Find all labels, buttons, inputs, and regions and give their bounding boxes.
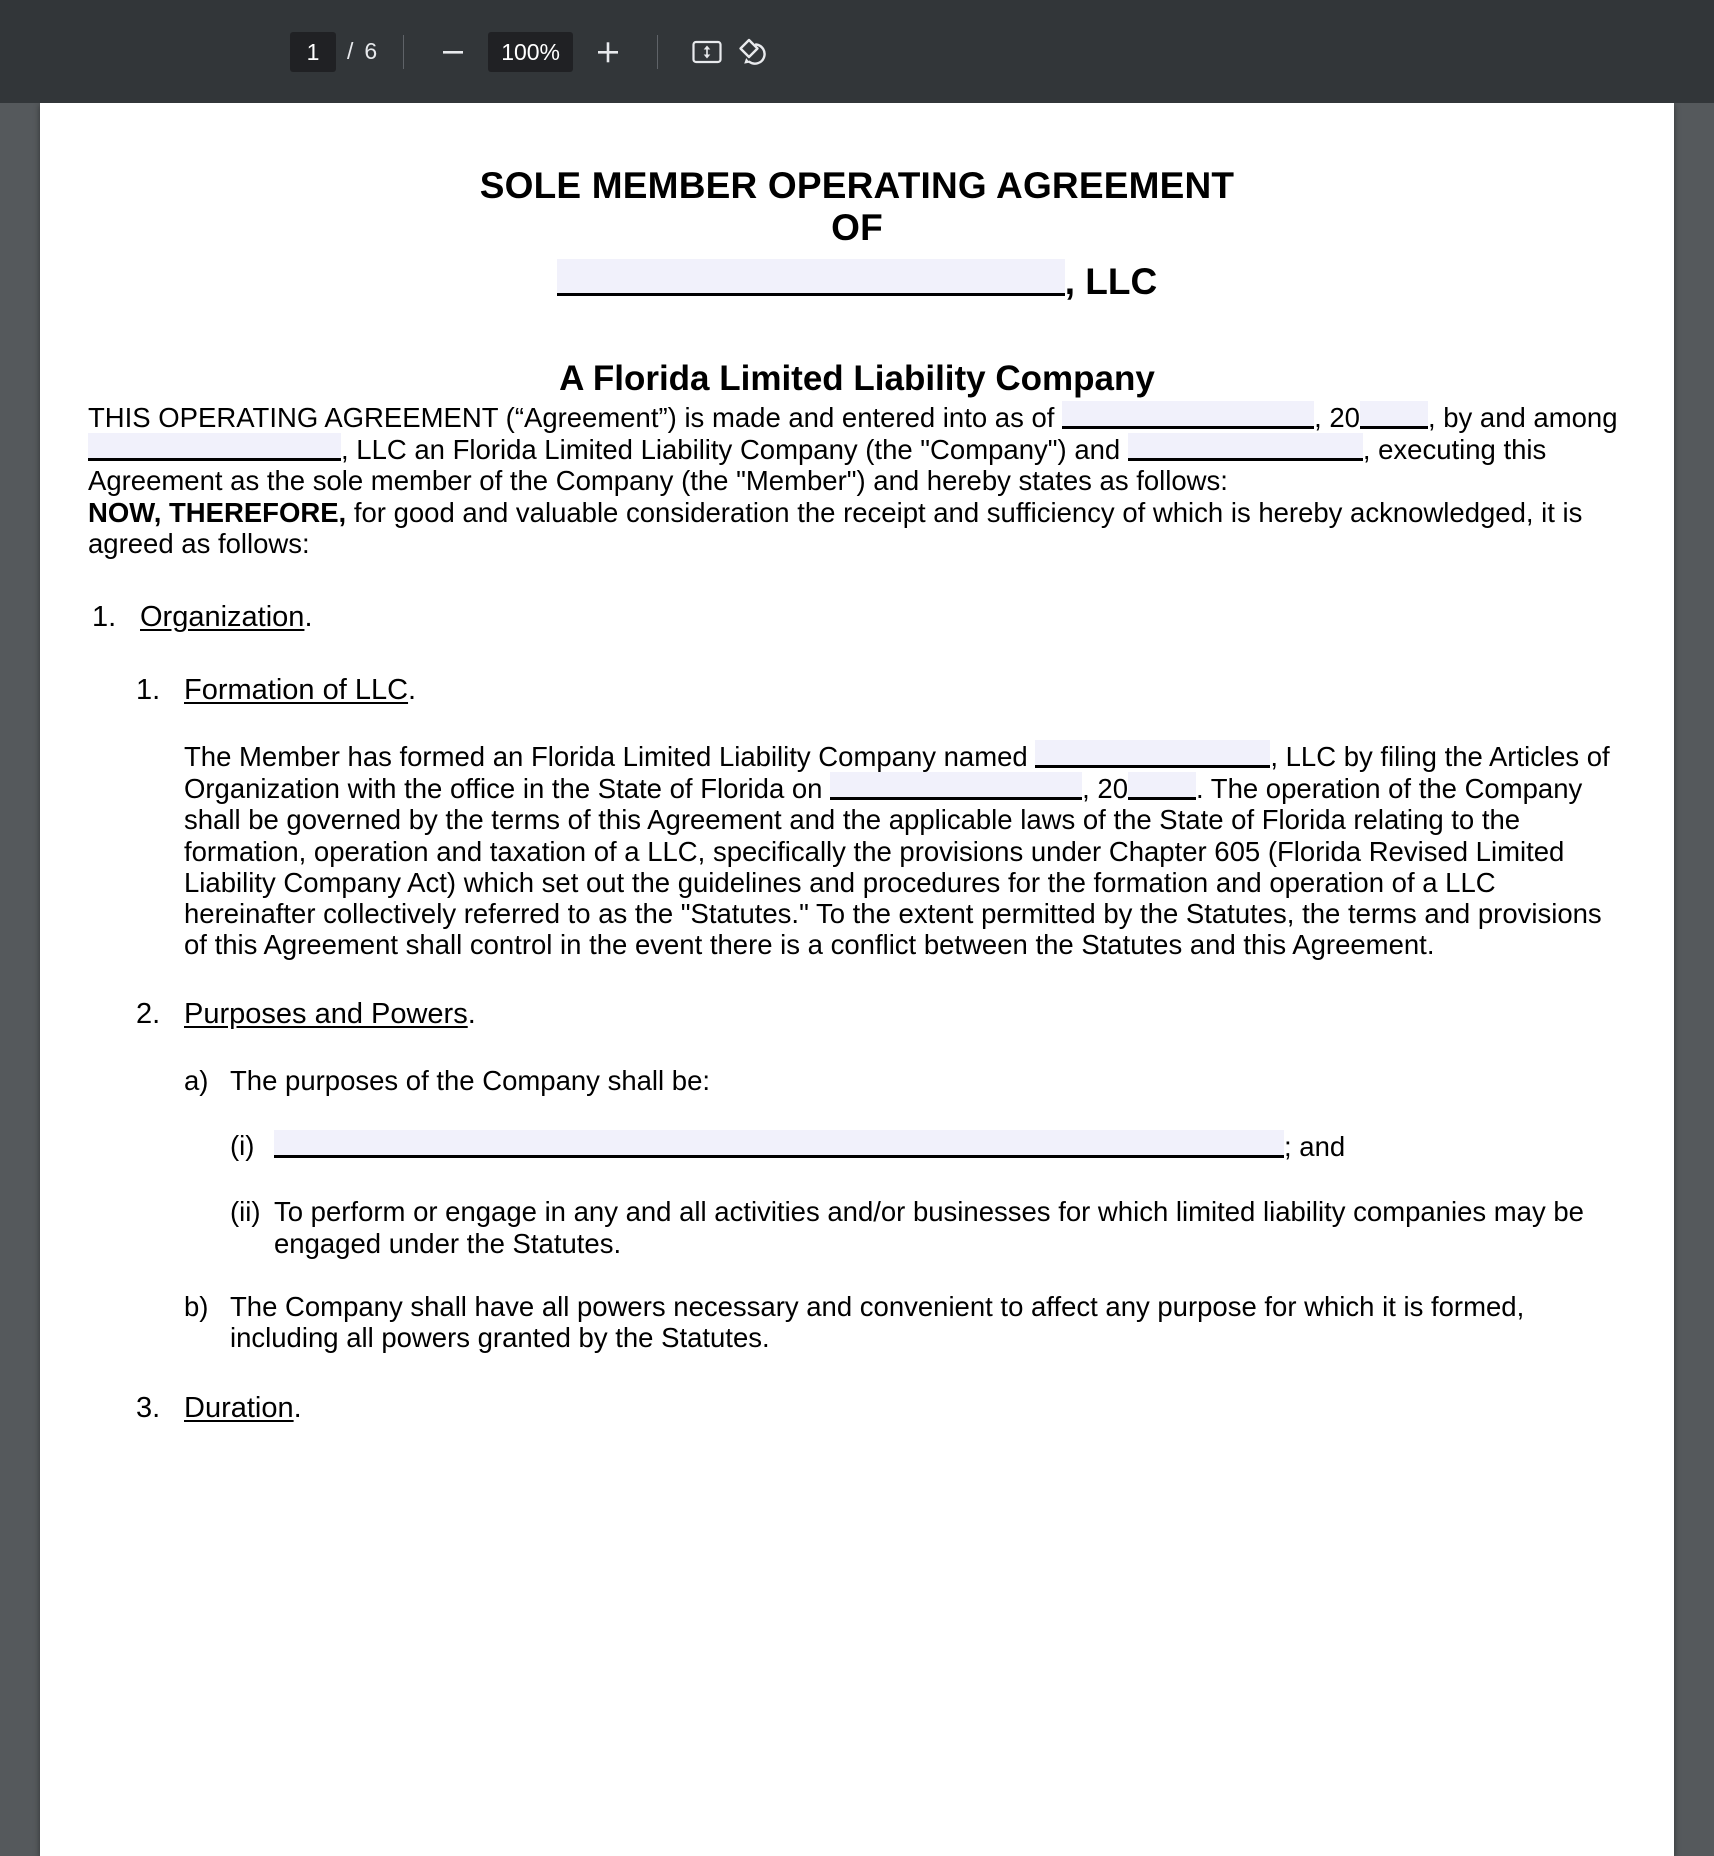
intro-paragraph	[88, 401, 1626, 497]
formation-seg2: , LLC by filing the Articles of Organization with the office in the State of Florida on	[184, 740, 1610, 805]
item-a-i-content	[274, 1130, 1626, 1162]
formed-company-name-field[interactable]	[1035, 740, 1270, 768]
member-name-field[interactable]	[1128, 433, 1363, 461]
subsection-1-heading: Formation of LLC	[184, 673, 409, 706]
fit-to-page-button[interactable]	[684, 29, 730, 75]
item-a-ii	[88, 1196, 1626, 1259]
pdf-toolbar	[0, 0, 1714, 103]
subsection-2-purposes-and-powers	[88, 996, 1626, 1032]
subsection-2-heading-period: .	[467, 998, 476, 1031]
subsection-1-number: 1.	[136, 673, 161, 706]
company-party-field[interactable]	[88, 433, 341, 461]
document-title	[88, 165, 1626, 249]
pdf-viewer-canvas[interactable]	[0, 103, 1714, 1856]
zoom-in-button[interactable]	[585, 29, 631, 75]
intro-seg4: , LLC an Florida Limited Liability Company (the "Company") and	[341, 434, 1128, 466]
company-name-title-line	[88, 259, 1626, 305]
formation-seg1: The Member has formed an Florida Limited Liability Company named	[184, 740, 1036, 772]
subsection-3-number: 3.	[136, 1391, 161, 1424]
now-therefore-rest: for good and valuable consideration the receipt and sufficiency of which is hereby acknowledged, it is agreed as follows:	[88, 496, 1583, 560]
subsection-3-duration	[88, 1390, 1626, 1426]
page-total-count: 6	[364, 38, 378, 64]
plus-icon	[593, 37, 623, 67]
page-separator: /	[347, 38, 354, 64]
agreement-year-field[interactable]	[1360, 401, 1428, 429]
pdf-page-1	[40, 103, 1674, 1856]
item-a-ii-text: To perform or engage in any and all activities and/or businesses for which limited liability companies may be engaged under the Statutes.	[274, 1196, 1584, 1259]
section-1-heading-wrap	[140, 599, 313, 635]
item-a-i	[88, 1130, 1626, 1162]
item-b-powers	[88, 1291, 1626, 1354]
formation-seg4: . The operation of the Company shall be governed by the terms of this Agreement and the applicable laws of the State of Florida relating to the formation, operation and taxation of a LLC, specifically the provisions under Chapter 605 (Florida Revised Limited Liability Company Act) which set out the guidelines and procedures for the formation and operation of a LLC hereinafter collectively referred to as the "Statutes." To the extent permitted by the Statutes, the terms and provisions of this Agreement shall control in the event there is a conflict between the Statutes and this Agreement.	[184, 773, 1602, 961]
document-subtitle: A Florida Limited Liability Company	[559, 358, 1155, 398]
filing-year-field[interactable]	[1128, 772, 1196, 800]
subsection-2-heading-wrap	[184, 996, 476, 1032]
minus-icon	[438, 37, 468, 67]
page-number-input[interactable]: 1	[290, 32, 336, 72]
subsection-3-heading: Duration	[184, 1391, 294, 1424]
item-a-i-suffix: ; and	[1284, 1131, 1346, 1163]
subsection-1-heading-period: .	[408, 673, 417, 706]
purpose-description-field[interactable]	[274, 1130, 1284, 1158]
now-therefore-paragraph	[88, 497, 1626, 560]
item-a-marker: a)	[184, 1064, 209, 1096]
rotate-icon	[736, 35, 770, 69]
item-b-marker: b)	[184, 1291, 209, 1323]
item-b-text: The Company shall have all powers necessary and convenient to affect any purpose for which it is formed, including all powers granted by the Statutes.	[230, 1291, 1525, 1354]
document-title-line1: SOLE MEMBER OPERATING AGREEMENT	[479, 165, 1235, 206]
formation-seg3: , 20	[1082, 773, 1128, 805]
section-1-heading-period: .	[304, 601, 313, 634]
subsection-3-heading-wrap	[184, 1390, 302, 1426]
intro-seg3: , by and among	[1427, 401, 1618, 433]
toolbar-divider-1	[403, 35, 404, 69]
rotate-button[interactable]	[730, 29, 776, 75]
subsection-2-number: 2.	[136, 998, 161, 1031]
section-1-organization	[88, 599, 1626, 635]
section-1-heading: Organization	[140, 601, 305, 634]
now-therefore-bold: NOW, THEREFORE,	[88, 496, 347, 528]
subsection-3-heading-period: .	[293, 1391, 302, 1424]
subsection-1-formation-of-llc	[88, 672, 1626, 708]
intro-seg1: THIS OPERATING AGREEMENT (“Agreement”) is made and entered into as of	[88, 401, 1063, 433]
section-1-number: 1.	[92, 601, 117, 634]
item-a-text: The purposes of the Company shall be:	[230, 1064, 711, 1096]
toolbar-divider-2	[657, 35, 658, 69]
zoom-out-button[interactable]	[430, 29, 476, 75]
intro-seg2: , 20	[1314, 401, 1360, 433]
item-a-i-marker: (i)	[230, 1130, 255, 1162]
subsection-1-heading-wrap	[184, 672, 416, 708]
document-title-line2: OF	[831, 206, 883, 248]
intro-seg5: , executing this Agreement as the sole member of the Company (the "Member") and hereby states as follows:	[88, 434, 1547, 497]
company-name-field[interactable]	[557, 259, 1065, 296]
formation-of-llc-body	[88, 740, 1626, 961]
subsection-2-heading: Purposes and Powers	[184, 998, 468, 1031]
zoom-level-input[interactable]: 100%	[488, 32, 573, 72]
item-a-purposes	[88, 1065, 1626, 1096]
fit-to-page-icon	[690, 35, 724, 69]
page-navigation	[290, 32, 377, 72]
item-a-ii-marker: (ii)	[230, 1196, 261, 1228]
agreement-date-field[interactable]	[1062, 401, 1314, 429]
company-name-suffix: , LLC	[1064, 260, 1158, 302]
filing-date-field[interactable]	[830, 772, 1082, 800]
